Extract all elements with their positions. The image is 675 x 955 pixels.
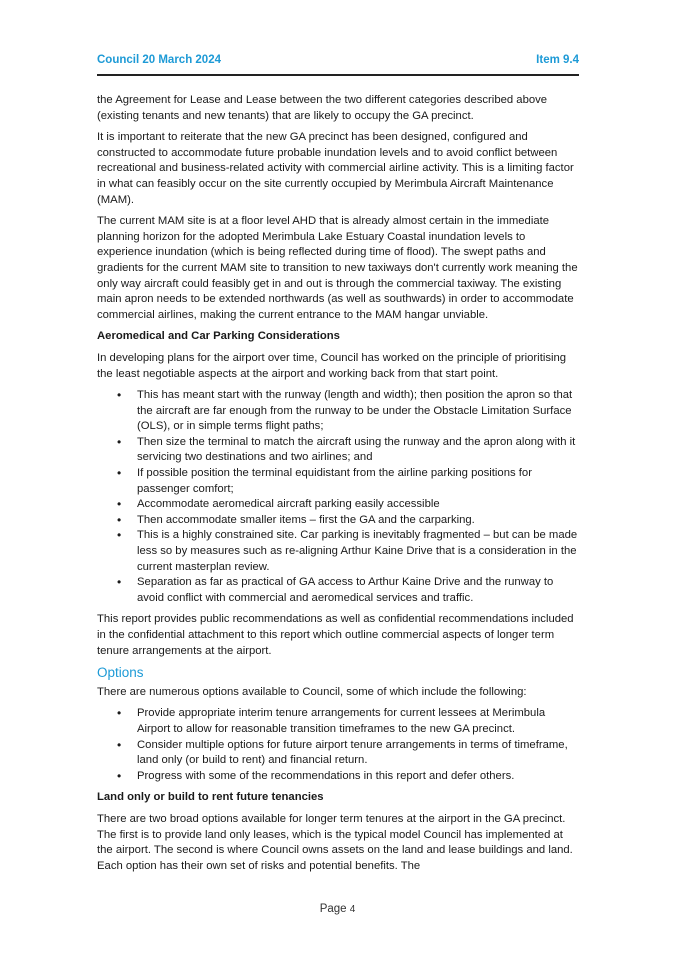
header-item-number: Item 9.4 [536,54,579,66]
page-footer [0,903,675,915]
list-item: • Then size the terminal to match the aircraft using the runway and the apron along with it servicing two destinations and two airlines; and [137,435,579,466]
aeromedical-bullet-list [97,388,579,606]
list-item: • Provide appropriate interim tenure arrangements for current lessees at Merimbula Airport to allow for reasonable transition timeframes to the new GA precinct. [137,706,579,737]
page-number: 4 [349,904,356,915]
paragraph: the Agreement for Lease and Lease between the two different categories described above (existing tenants and new tenants) that are likely to occupy the GA precinct. [97,94,548,122]
paragraph: In developing plans for the airport over time, Council has worked on the principle of prioritising the least negotiable aspects at the airport and working back from that start point. [97,351,567,380]
page-header [97,54,579,76]
list-item: • Consider multiple options for future airport tenure arrangements in terms of timeframe, land only (or build to rent) and financial return. [137,738,579,769]
list-item: • Separation as far as practical of GA access to Arthur Kaine Drive and the runway to avoid conflict with commercial and aeromedical services and traffic. [137,575,579,606]
page-label: Page [319,903,347,915]
paragraph: The current MAM site is at a floor level AHD that is already almost certain in the immediate planning horizon for the adopted Merimbula Lake Estuary Coastal inundation levels to experience inundation (which is being reflected during time of flood). The swept paths and gradients for the current MAM site to transition to new taxiways don't currently work meaning the only way aircraft could feasibly get in and out is through the commercial taxiway. The existing main apron needs to be extended northwards (as well as southwards) in order to accommodate commercial airlines, making the current entrance to the MAM hangar unviable. [97,215,578,321]
paragraph: It is important to reiterate that the new GA precinct has been designed, configured and constructed to accommodate future probable inundation levels and to avoid conflict between recreational and business-related activity with commercial airline activity. This is a limiting factor in what can feasibly occur on the site currently occupied by Merimbula Aircraft Maintenance (MAM). [97,131,574,206]
list-item: • This has meant start with the runway (length and width); then position the apron so that the aircraft are far enough from the runway to be under the Obstacle Limitation Surface (OLS), or in simple terms flight paths; [137,388,579,435]
land-only-heading: Land only or build to rent future tenancies [97,791,324,804]
list-item: • Then accommodate smaller items – first the GA and the carparking. [137,513,579,529]
paragraph: There are two broad options available for longer term tenures at the airport in the GA precinct. The first is to provide land only leases, which is the typical model Council has implemented at the airport. The second is where Council owns assets on the land and lease buildings and land. Each option has their own set of risks and potential benefits. The [97,812,573,872]
list-item: • Accommodate aeromedical aircraft parking easily accessible [137,497,579,513]
list-item: • This is a highly constrained site. Car parking is inevitably fragmented – but can be made less so by measures such as re-aligning Arthur Kaine Drive that is a consideration in the current masterplan review. [137,528,579,575]
options-bullet-list [97,706,579,784]
paragraph: This report provides public recommendations as well as confidential recommendations included in the confidential attachment to this report which outline commercial aspects of longer term tenure arrangements at the airport. [97,613,574,657]
aeromedical-heading: Aeromedical and Car Parking Considerations [97,330,340,343]
options-heading: Options [97,665,144,681]
header-meeting-date: Council 20 March 2024 [97,54,221,66]
list-item: • Progress with some of the recommendations in this report and defer others. [137,769,579,785]
list-item: • If possible position the terminal equidistant from the airline parking positions for passenger comfort; [137,466,579,497]
page-content [97,93,579,880]
paragraph: There are numerous options available to Council, some of which include the following: [97,685,527,698]
